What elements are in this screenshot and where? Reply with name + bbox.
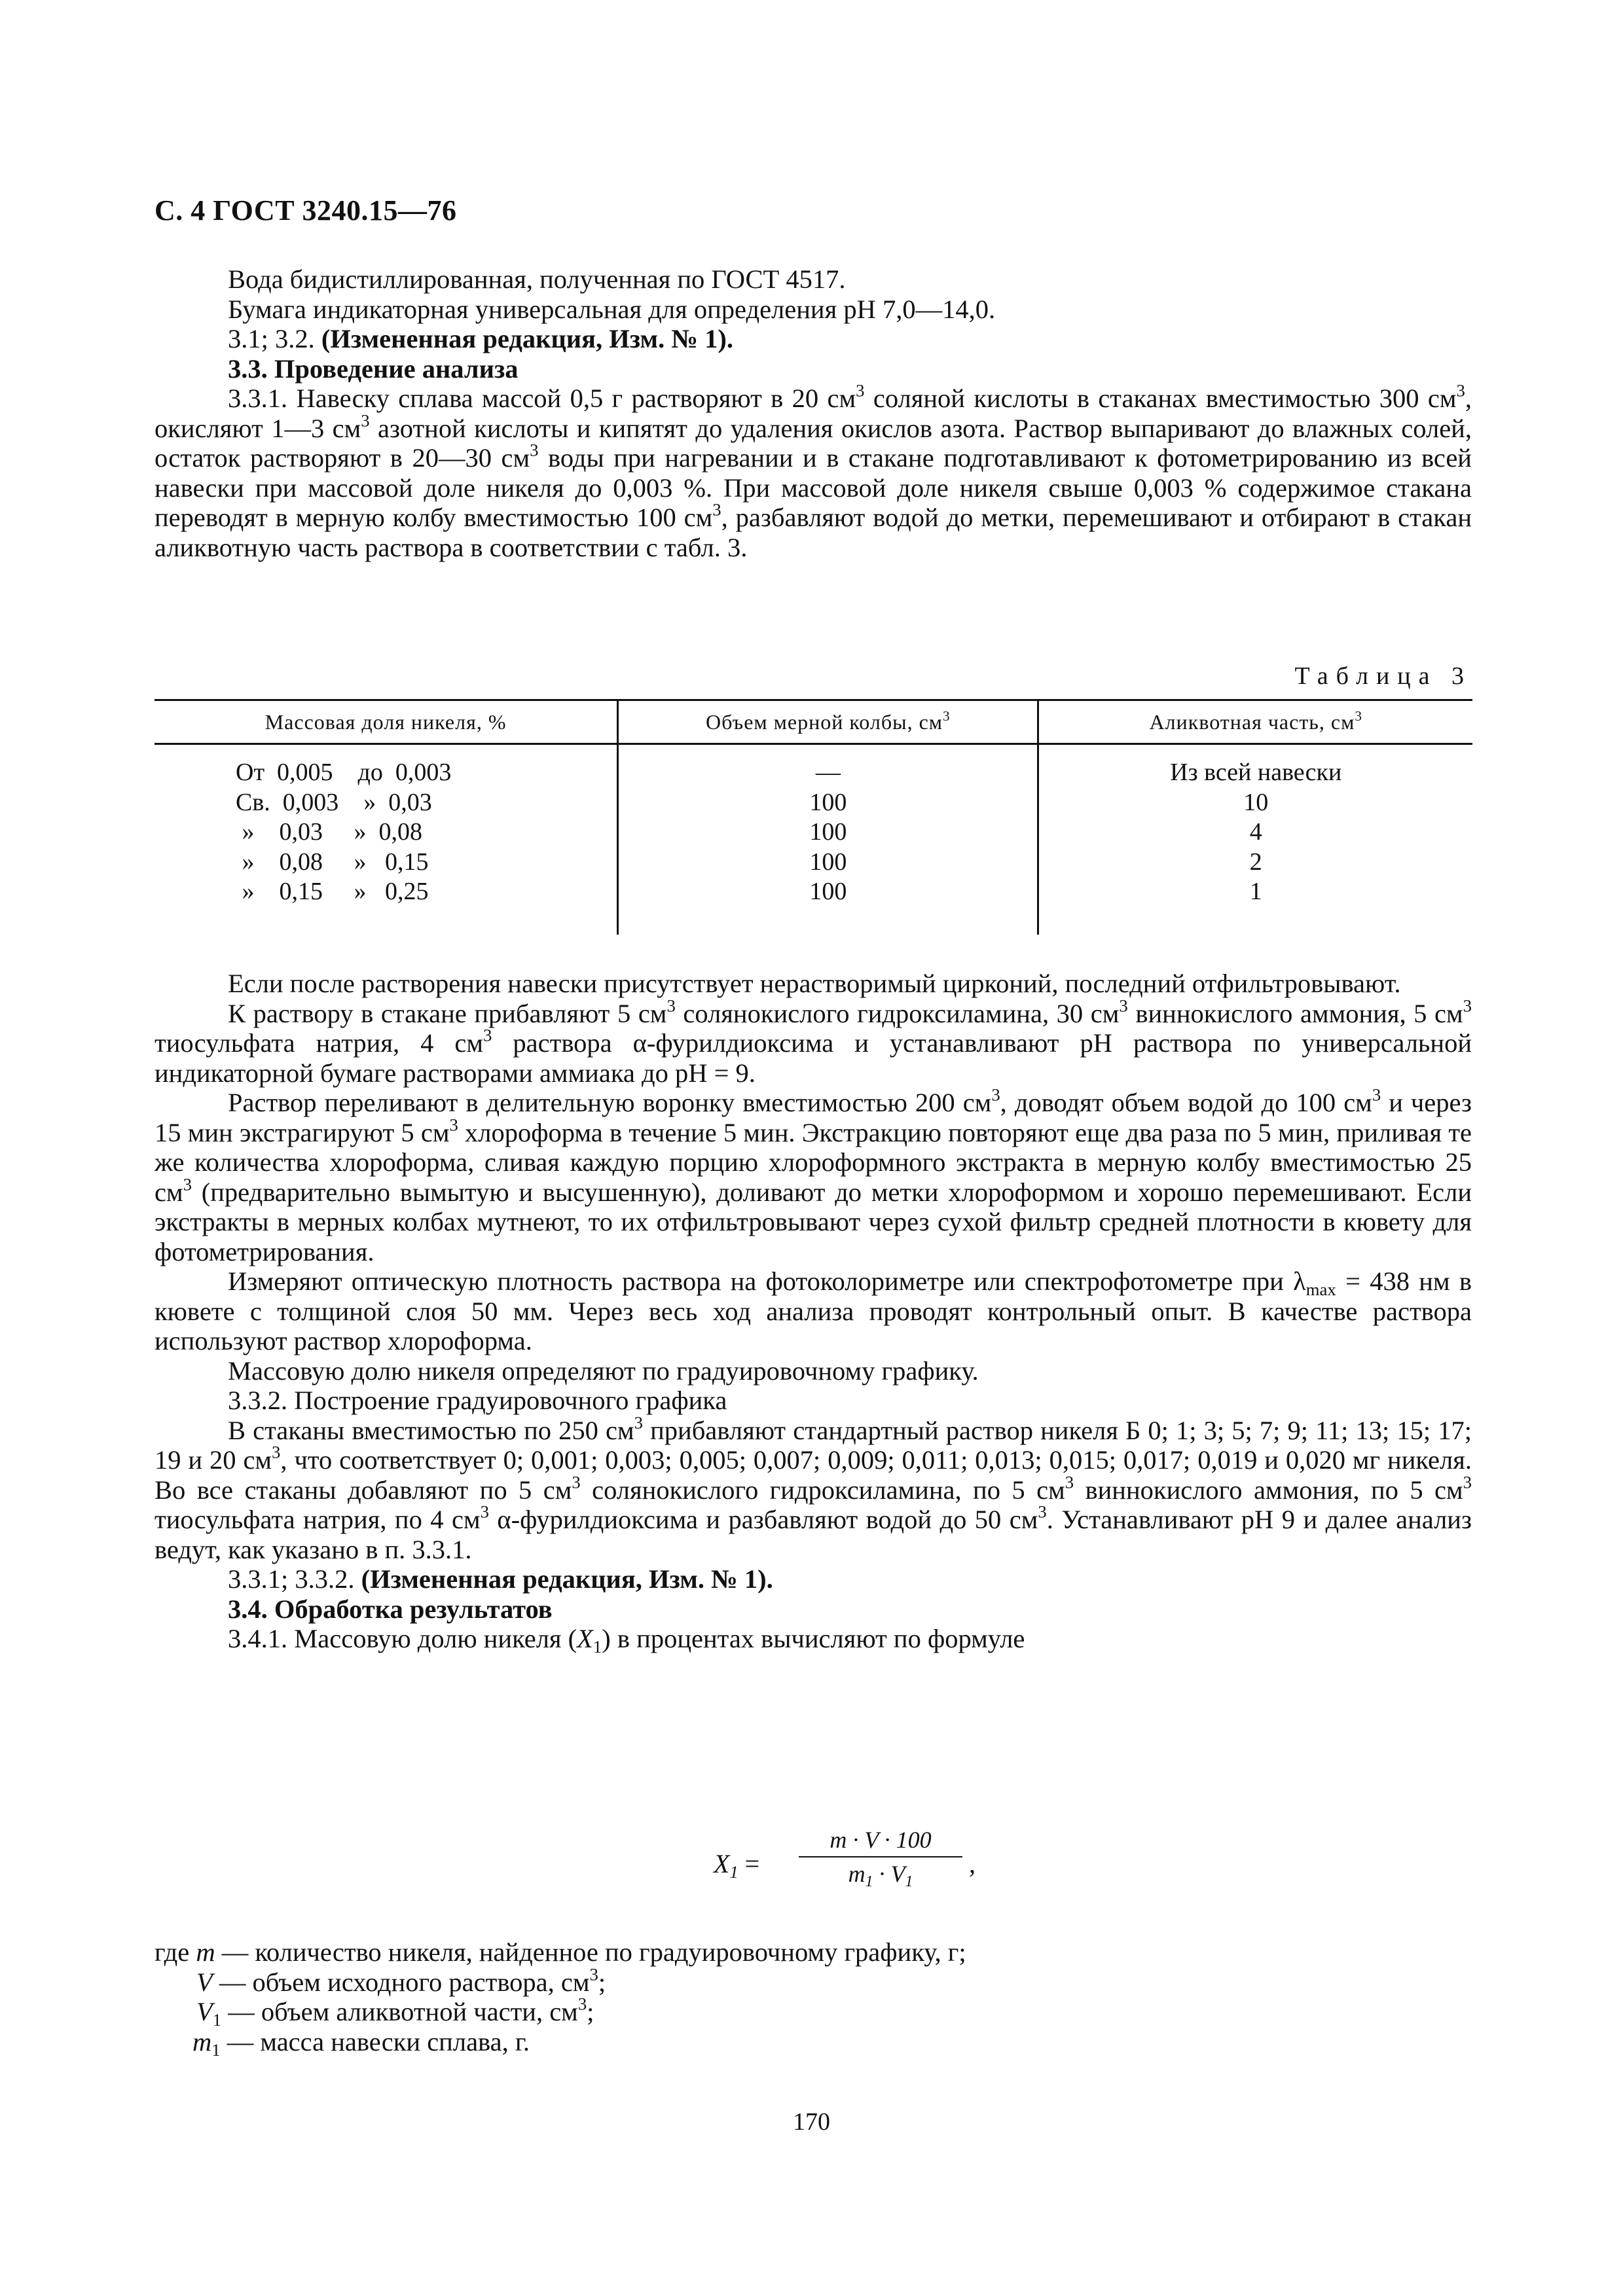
page-number: 170 [793, 2108, 830, 2136]
text-span: . Устанавливают рН 9 и далее анализ ведут, как указано в п. 3.3.1. [155, 1505, 1472, 1564]
table-cell: » 0,03 » 0,08 [236, 818, 422, 846]
table-body-row [155, 744, 1472, 935]
text-span: воды при нагревании и в стакане подготавливают к фотометрированию из всей навески при массовой доле никеля до 0,003 %. При массовой доле никеля свыше 0,003 % содержимое стакана переводят в мерную колбу вместимостью 100 см [155, 443, 1472, 532]
text-span: , доводят объем водой до 100 см [1000, 1088, 1372, 1117]
text-span: соляной кислоты в стаканах вместимостью 300 см [864, 384, 1457, 413]
column-aliquot [1038, 744, 1472, 935]
superscript: 3 [856, 380, 865, 401]
paragraph-3-3-1 [155, 380, 1472, 562]
text-span: (предварительно вымытую и высушенную), доливают до метки хлороформом и хорошо перемешивают. Если экстракты в мерных колбах мутнеют, то их отфильтровывают через сухой фильтр средней плотности в кювету для фотометрирования. [155, 1177, 1472, 1266]
paragraph-calibration [155, 1412, 1472, 1565]
text-span: солянокислого гидроксиламина, по 5 см [580, 1475, 1065, 1505]
superscript: 3 [572, 1471, 581, 1492]
text-span: В стаканы вместимостью по 250 см [228, 1415, 634, 1445]
superscript: 3 [589, 1964, 598, 1984]
formula-denominator [799, 1857, 962, 1891]
superscript: 3 [943, 708, 951, 724]
paragraph-reagents [155, 995, 1472, 1088]
variable: V [196, 1997, 213, 2026]
paragraph-revision-2 [155, 1564, 1472, 1594]
revision-note: (Измененная редакция, Изм. № 1). [321, 324, 734, 353]
table-cell: Св. 0,003 » 0,03 [236, 788, 432, 816]
superscript: 3 [480, 1501, 489, 1522]
paragraph-extraction [155, 1085, 1472, 1266]
superscript: 3 [183, 1174, 192, 1194]
superscript: 3 [1119, 995, 1128, 1015]
section-3-2-text [155, 264, 1472, 562]
analysis-procedure-text [155, 969, 1472, 1657]
text-span: азотной кислоты и кипятят до удаления окислов азота. Раствор выпаривают до влажных солей, остаток растворяют в 20—30 см [155, 413, 1472, 473]
page-header: С. 4 ГОСТ 3240.15—76 [155, 194, 457, 226]
superscript: 3 [1372, 1085, 1381, 1105]
text-span: , что соответствует 0; 0,001; 0,003; 0,005; 0,007; 0,009; 0,011; 0,013; 0,015; 0,017; 0,019 и 0,020 мг никеля. Во все стаканы добавляют по 5 см [155, 1445, 1472, 1505]
table-cell: От 0,005 до 0,003 [236, 759, 452, 786]
superscript: 3 [1065, 1471, 1074, 1492]
table-cell: » 0,08 » 0,15 [236, 848, 429, 876]
text-span: — масса навески сплава, г. [220, 2026, 530, 2056]
column-header-flask-volume [618, 700, 1038, 744]
revision-note: (Измененная редакция, Изм. № 1). [361, 1564, 773, 1594]
formula-fraction [799, 1826, 962, 1891]
text-span: ; [598, 1967, 606, 1997]
text-span: — объем исходного раствора, см [212, 1967, 590, 1997]
paragraph-zirconium: Если после растворения навески присутствует нерастворимый цирконий, последний отфильтровывают. [228, 969, 1401, 998]
definition-m1 [155, 2026, 966, 2060]
superscript: 3 [1463, 995, 1472, 1015]
subscript: 1 [729, 1861, 739, 1882]
table-cell: 100 [809, 818, 847, 846]
superscript: 3 [483, 1025, 492, 1045]
revision-ref: 3.1; 3.2. [228, 324, 321, 353]
superscript: 3 [634, 1412, 643, 1432]
formula-comma: , [969, 1849, 976, 1878]
superscript: 3 [1355, 708, 1362, 724]
paragraph-paper: Бумага индикаторная универсальная для определения рН 7,0—14,0. [228, 294, 996, 324]
header-text: Аликвотная часть, см [1149, 709, 1355, 734]
table-3 [155, 699, 1472, 935]
text-span: и через 15 мин экстрагируют 5 см [155, 1088, 1472, 1147]
subscript: 1 [212, 2010, 222, 2030]
table-cell: Из всей навески [1170, 759, 1342, 786]
text-span: Измеряют оптическую плотность раствора на фотоколориметре или спектрофотометре при λ [228, 1266, 1306, 1296]
variable: V [196, 1967, 213, 1997]
paragraph-mass-fraction: Массовую долю никеля определяют по градуировочному графику. [228, 1355, 979, 1386]
variable: X [577, 1624, 593, 1653]
text-span: где [155, 1937, 196, 1967]
header-text: Объем мерной колбы, см [706, 709, 943, 734]
superscript: 3 [712, 499, 721, 520]
superscript: 3 [272, 1442, 281, 1462]
variable: m [848, 1861, 866, 1887]
table-cell: 1 [1249, 878, 1262, 905]
table-cell: 100 [809, 788, 847, 816]
table-cell: 100 [809, 878, 847, 905]
table-cell: 10 [1243, 788, 1269, 816]
column-flask-volume [618, 744, 1038, 935]
equals-sign: = [738, 1849, 760, 1878]
superscript: 3 [1456, 380, 1465, 401]
definition-v [155, 1964, 966, 1998]
section-heading-3-4 [155, 1594, 1472, 1624]
subscript: 1 [593, 1637, 602, 1657]
text-span: ; [587, 1997, 594, 2026]
table-cell: — [815, 759, 841, 786]
superscript: 3 [666, 995, 676, 1015]
heading-text: 3.3. Проведение анализа [228, 353, 519, 384]
variable: m [192, 2026, 212, 2056]
variable: X [714, 1849, 730, 1878]
variable: · V [873, 1861, 905, 1887]
subscript: 1 [905, 1873, 913, 1891]
text-span: тиосульфата натрия, по 4 см [155, 1505, 481, 1534]
text-span: 3.3.1. Навеску сплава массой 0,5 г растворяют в 20 см [228, 384, 856, 413]
text-span: ) в процентах вычисляют по формуле [602, 1624, 1025, 1653]
table-caption: Таблица 3 [1294, 662, 1472, 690]
paragraph-revision-1 [155, 324, 1472, 354]
definition-m [155, 1937, 966, 1967]
text-span: тиосульфата натрия, 4 см [155, 1028, 484, 1058]
text-span: К раствору в стакане прибавляют 5 см [228, 998, 667, 1028]
heading-text: 3.4. Обработка результатов [228, 1594, 553, 1624]
text-span: виннокислого аммония, по 5 см [1074, 1475, 1463, 1505]
subscript: 1 [865, 1873, 873, 1891]
superscript: 3 [361, 410, 370, 430]
text-span: , окисляют 1—3 см [155, 384, 1472, 443]
column-header-aliquot [1038, 700, 1472, 744]
column-mass-fraction [155, 744, 618, 935]
superscript: 3 [530, 440, 539, 460]
paragraph-water: Вода бидистиллированная, полученная по ГОСТ 4517. [228, 264, 846, 294]
table-cell: » 0,15 » 0,25 [236, 878, 429, 905]
text-span: , разбавляют водой до метки, перемешивают и отбирают в стакан аликвотную часть раствора в соответствии с табл. 3. [155, 503, 1472, 562]
formula-lhs [714, 1848, 760, 1882]
table-header-row [155, 700, 1472, 744]
column-header-mass-fraction: Массовая доля никеля, % [155, 700, 618, 744]
revision-ref: 3.3.1; 3.3.2. [228, 1564, 361, 1594]
paragraph-3-3-2: 3.3.2. Построение градуировочного графика [228, 1386, 727, 1415]
paragraph-measurement [155, 1266, 1472, 1356]
superscript: 3 [449, 1114, 458, 1134]
text-span: Раствор переливают в делительную воронку вместимостью 200 см [228, 1088, 992, 1117]
text-span: раствора α-фурилдиоксима и устанавливают рН раствора по универсальной индикаторной бумаге растворами аммиака до рН = 9. [155, 1028, 1472, 1088]
superscript: 3 [1463, 1471, 1472, 1492]
table-cell: 2 [1249, 848, 1262, 876]
text-span: виннокислого аммония, 5 см [1127, 998, 1463, 1028]
formula-numerator: m · V · 100 [799, 1826, 962, 1857]
text-span: α-фурилдиоксима и разбавляют водой до 50 см [488, 1505, 1038, 1534]
superscript: 3 [991, 1085, 1000, 1105]
text-span: солянокислого гидроксиламина, 30 см [675, 998, 1120, 1028]
text-span: — объем аликвотной части, см [221, 1997, 578, 2026]
definition-v1 [155, 1994, 966, 2030]
superscript: 3 [1038, 1501, 1047, 1522]
text-span: — количество никеля, найденное по градуировочному графику, г; [215, 1937, 966, 1967]
text-span: прибавляют стандартный раствор никеля Б 0; 1; 3; 5; 7; 9; 11; 13; 15; 17; 19 и 20 см [155, 1415, 1472, 1475]
table-cell: 4 [1249, 818, 1262, 846]
formula-definitions [155, 1937, 966, 2060]
subscript: 1 [211, 2039, 221, 2060]
text-span: = 438 нм в кювете с толщиной слоя 50 мм. Через весь ход анализа проводят контрольный опыт. В качестве раствора используют раствор хлороформа. [155, 1266, 1472, 1355]
paragraph-3-4-1 [155, 1624, 1472, 1657]
variable: m [196, 1937, 215, 1967]
section-heading-3-3 [155, 354, 1472, 384]
text-span: хлороформа в течение 5 мин. Экстракцию повторяют еще два раза по 5 мин, приливая те же количества хлороформа, сливая каждую порцию хлороформного экстракта в мерную колбу вместимостью 25 см [155, 1117, 1472, 1207]
subscript: max [1305, 1280, 1336, 1300]
table-cell: 100 [809, 848, 847, 876]
superscript: 3 [577, 1994, 587, 2014]
text-span: 3.4.1. Массовую долю никеля ( [228, 1624, 577, 1653]
